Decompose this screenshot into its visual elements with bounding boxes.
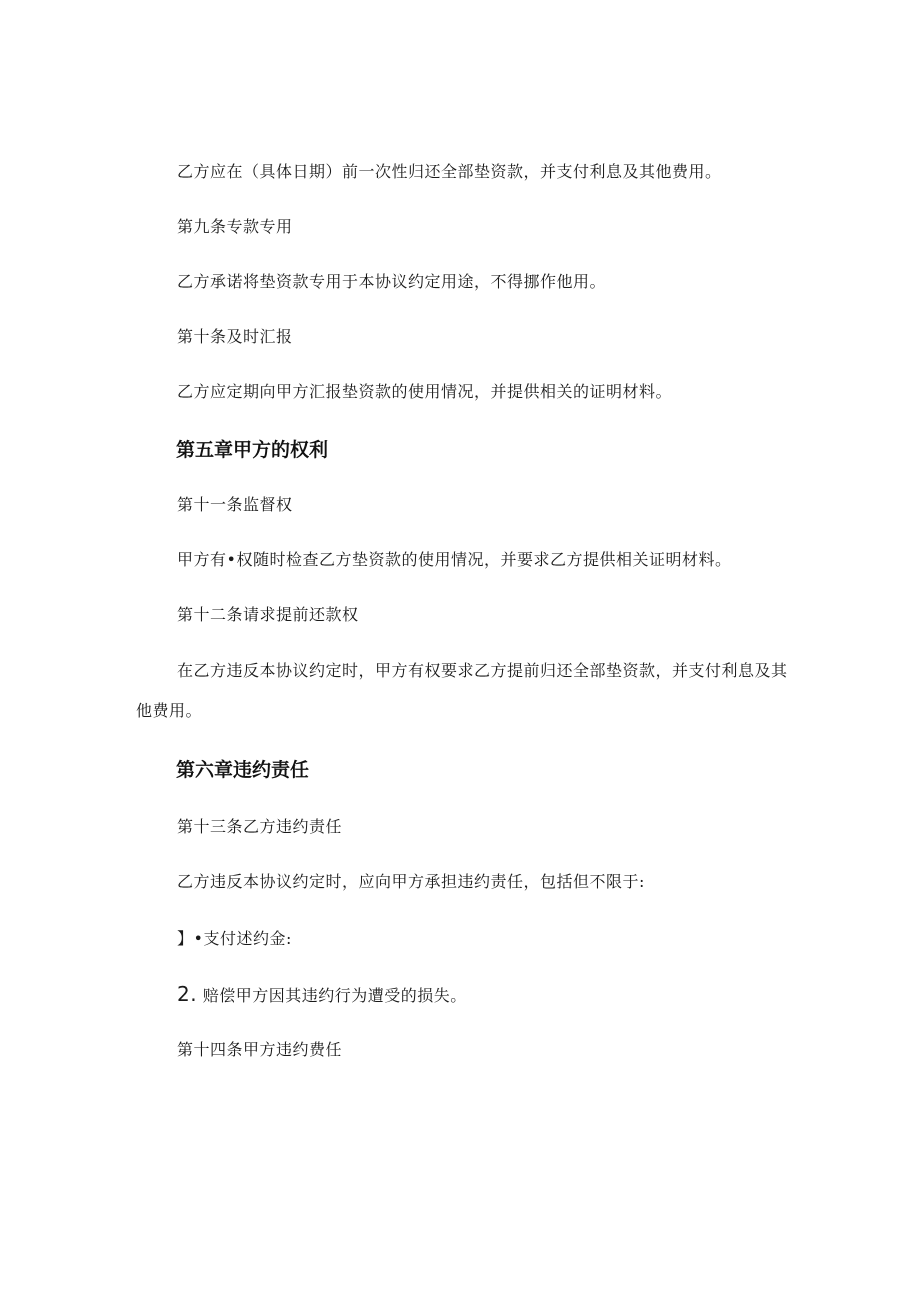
chapter-6-heading: 第六章违约责任 [176,759,310,781]
chapter-5-heading: 第五章甲方的权利 [176,439,329,461]
article-9-title: 第九条专款专用 [177,217,293,236]
article-12-title: 第十二条请求提前还款权 [177,605,359,624]
list-item-2-text: 赔偿甲方因其违约行为遭受的损失。 [202,986,467,1005]
article-10-title: 第十条及时汇报 [177,327,293,346]
paragraph-party-b-liability: 乙方违反本协议约定时，应向甲方承担违约责任，包括但不限于: [177,872,645,891]
article-13-title: 第十三条乙方违约责任 [177,817,343,836]
list-item-1: 】•支付述约金: [177,929,292,948]
list-item-2 [177,982,467,1008]
article-14-title: 第十四条甲方违约费任 [177,1040,343,1059]
list-item-2-number: 2. [177,982,198,1006]
article-11-title: 第十一条监督权 [177,495,293,514]
paragraph-supervision: 甲方有•权随时检查乙方垫资款的使用情况，并要求乙方提供相关证明材料。 [177,550,732,569]
paragraph-early-repayment: 在乙方违反本协议约定时，甲方有权要求乙方提前归还全部垫资款，并支付利息及其他费用。 [136,661,788,720]
paragraph-dedicated-use: 乙方承诺将垫资款专用于本协议约定用途，不得挪作他用。 [177,272,607,291]
paragraph-repayment: 乙方应在（具体日期）前一次性归还全部垫资款，并支付利息及其他费用。 [177,162,722,181]
paragraph-reporting: 乙方应定期向甲方汇报垫资款的使用情况，并提供相关的证明材料。 [177,382,673,401]
